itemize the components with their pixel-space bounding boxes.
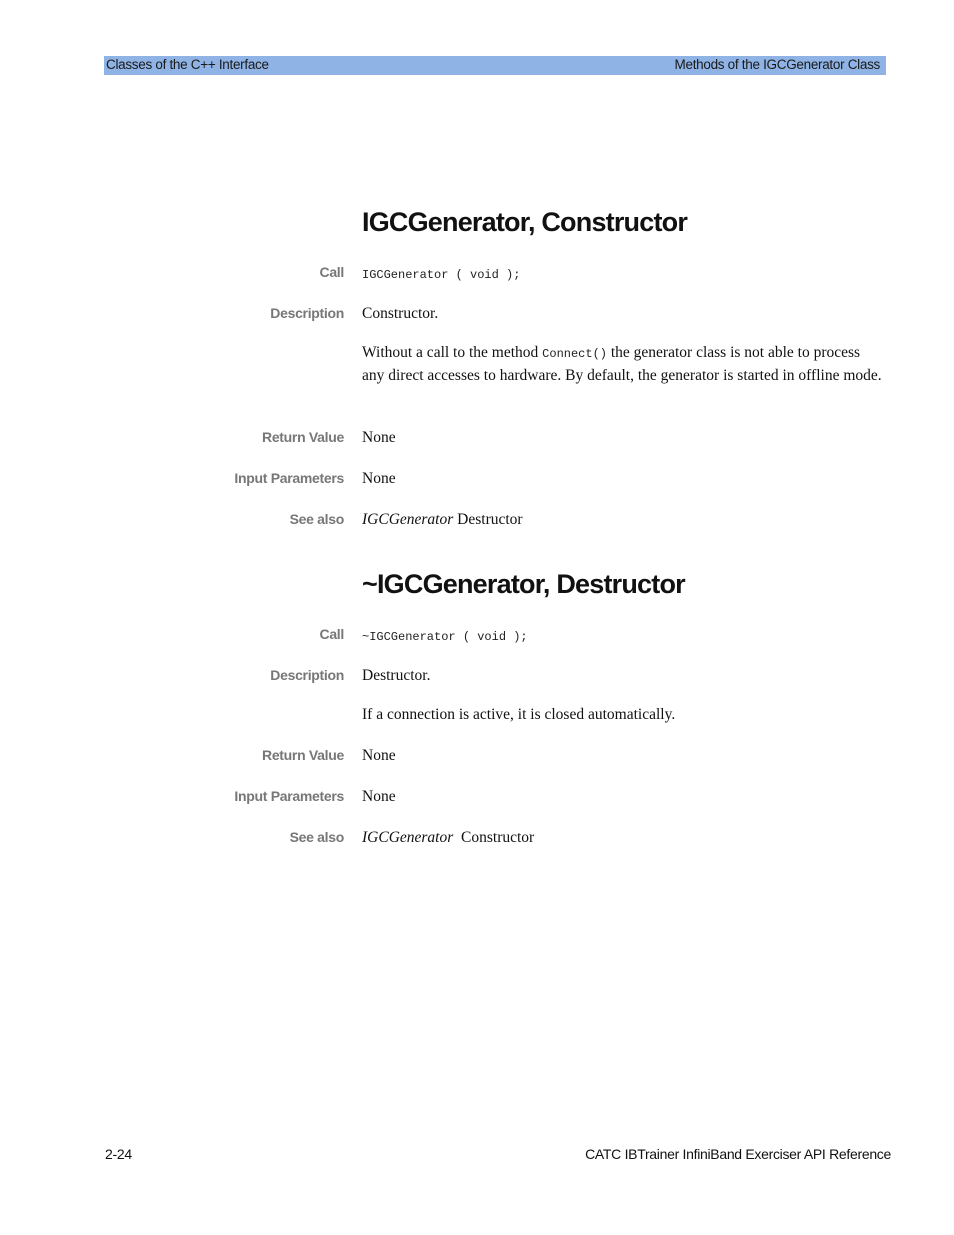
running-header: [104, 56, 886, 75]
constructor-return-label: Return Value: [262, 429, 344, 445]
constructor-desc-pre: Without a call to the method: [362, 344, 543, 361]
destructor-see-also-label: See also: [289, 829, 344, 845]
constructor-see-also-target: Destructor: [453, 511, 523, 528]
constructor-input-params-label: Input Parameters: [234, 470, 344, 486]
destructor-call-value: [362, 625, 882, 648]
constructor-return-value: None: [362, 429, 396, 446]
destructor-description-line2: If a connection is active, it is closed automatically.: [362, 706, 676, 723]
destructor-input-params-value: None: [362, 788, 396, 805]
constructor-call-code: IGCGenerator ( void );: [362, 268, 521, 282]
destructor-see-also-target: Constructor: [453, 829, 535, 846]
destructor-call-code: ~IGCGenerator ( void );: [362, 630, 528, 644]
constructor-call-label: Call: [319, 264, 344, 280]
constructor-see-also-label: See also: [289, 511, 344, 527]
page-number: 2-24: [105, 1146, 132, 1162]
destructor-see-also-value: [362, 827, 882, 849]
header-section-title: Methods of the IGCGenerator Class: [674, 57, 880, 72]
destructor-return-label: Return Value: [262, 747, 344, 763]
destructor-return-value: None: [362, 747, 396, 764]
destructor-description-label: Description: [270, 667, 344, 683]
constructor-description-label: Description: [270, 305, 344, 321]
connect-method-code: Connect(): [542, 347, 607, 361]
destructor-description-line1: Destructor.: [362, 667, 431, 684]
constructor-heading: IGCGenerator, Constructor: [362, 207, 688, 237]
constructor-description-paragraph: [362, 342, 882, 387]
document-title: CATC IBTrainer InfiniBand Exerciser API Reference: [585, 1146, 891, 1162]
constructor-input-params-value: None: [362, 470, 396, 487]
destructor-input-params-label: Input Parameters: [234, 788, 344, 804]
constructor-call-value: [362, 263, 882, 286]
constructor-see-also-value: [362, 509, 882, 531]
header-chapter-title: Classes of the C++ Interface: [106, 57, 269, 72]
destructor-see-also-class: IGCGenerator: [362, 829, 454, 846]
destructor-call-label: Call: [319, 626, 344, 642]
constructor-see-also-class: IGCGenerator: [362, 511, 454, 528]
constructor-description-line1: Constructor.: [362, 305, 439, 322]
constructor-desc-post: the generator class is not able to process any direct accesses to hardware. By default, the generator is started in offline mode.: [362, 344, 882, 384]
destructor-heading: ~IGCGenerator, Destructor: [362, 569, 685, 599]
